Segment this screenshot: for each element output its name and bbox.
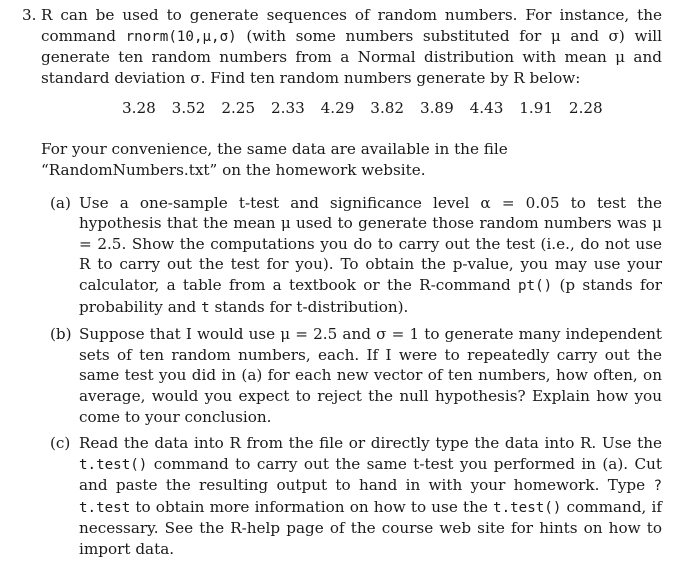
part-c-text-1: Read the data into R from the file or directly type the data into R. Use the <box>79 434 662 453</box>
part-b <box>22 324 662 427</box>
data-value: 4.43 <box>469 99 504 118</box>
problem-statement <box>22 5 662 88</box>
data-value: 3.82 <box>370 99 405 118</box>
ttest-code: t.test() <box>79 456 148 473</box>
help-code: ?t.test <box>79 478 662 516</box>
data-value: 4.29 <box>320 99 355 118</box>
part-c-text-2: command to carry out the same t-test you performed in (a). Cut and paste the resulting output to hand in with your homework. Type <box>79 454 663 495</box>
data-value: 3.89 <box>419 99 454 118</box>
intro-text-2: (with some numbers substituted for μ and σ) will generate ten random numbers from a Normal distribution with mean μ and standard deviation σ. Find ten random numbers generate by R below: <box>41 26 663 87</box>
rnorm-code: rnorm(10,μ,σ) <box>125 28 237 45</box>
part-label: (b) <box>50 325 72 344</box>
part-a <box>22 193 662 319</box>
pt-code: pt() <box>518 277 553 294</box>
part-label: (a) <box>50 193 71 212</box>
part-a-text-3: stands for t-distribution). <box>214 297 409 316</box>
data-value: 2.28 <box>568 99 603 118</box>
data-value: 3.28 <box>122 99 156 118</box>
part-c-text-4: command, if necessary. See the R-help page of the course web site for hints on how to import data. <box>79 497 662 559</box>
random-numbers-row <box>22 98 662 120</box>
problem-number: 3. <box>22 6 37 24</box>
part-a-text-1: Use a one-sample t-test and significance level α = 0.05 to test the hypothesis that the mean μ used to generate those random numbers was μ = 2.5. Show the computations you do to carry out the test (i.e., do not use R to carry out the test for you). To obtain the p-value, you may use your calculator, a table from a textbook or the R-command <box>79 193 662 294</box>
t-code: t <box>201 299 210 316</box>
convenience-note: For your convenience, the same data are available in the file “RandomNumbers.txt” on the homework website. <box>41 140 508 179</box>
part-c <box>22 433 662 560</box>
data-value: 1.91 <box>519 99 554 118</box>
data-value: 2.33 <box>270 99 305 118</box>
part-a-text-2: (p stands for probability and <box>79 275 662 316</box>
data-value: 2.25 <box>221 99 256 118</box>
part-b-text: Suppose that I would use μ = 2.5 and σ = 1 to generate many independent sets of ten random numbers, each. If I were to repeatedly carry out the same test you did in (a) for each new vector of ten numbers, how often, on average, would you expect to reject the null hypothesis? Explain how you come to your conclusion. <box>79 325 662 426</box>
problem-3 <box>22 5 662 566</box>
ttest-code-2: t.test() <box>493 499 562 516</box>
part-label: (c) <box>50 434 71 453</box>
sub-questions <box>22 193 662 560</box>
data-value: 3.52 <box>171 99 206 118</box>
intro-text-1: R can be used to generate sequences of random numbers. For instance, the command <box>41 6 662 45</box>
part-c-text-3: to obtain more information on how to use the <box>135 497 488 516</box>
